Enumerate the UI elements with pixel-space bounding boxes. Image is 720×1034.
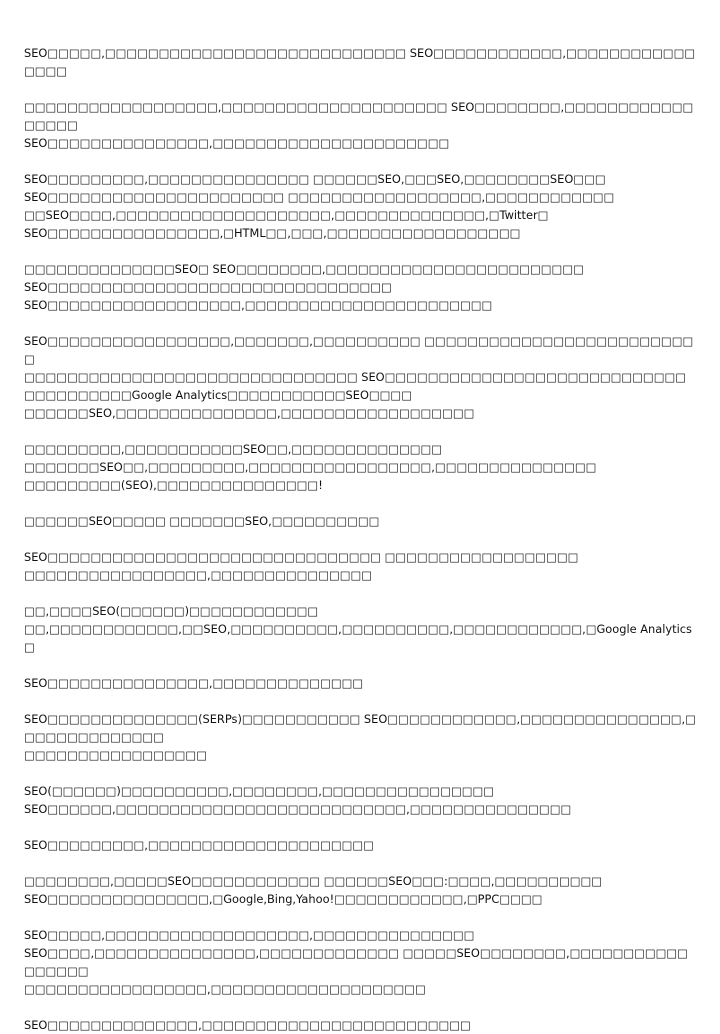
paragraph-9: □□,□□□□SEO(□□□□□□)□□□□□□□□□□□□ □□,□□□□□□□□□□□□,□□SEO,□□□□□□□□□□,□□□□□□□□□□,□□□□□□□□□□□□,□Google Analytics□ (24, 604, 692, 654)
paragraph-3: SEO□□□□□□□□□,□□□□□□□□□□□□□□□ □□□□□□SEO,□□□SEO,□□□□□□□□SEO□□□ SEO□□□□□□□□□□□□□□□□□□□□□□ □□□□□□□□□□□□□□□□□□,□□□□□□□□□□□□ □□SEO□□□□,□□□□□□□□□□□□□□□□□□□□,□□□□□□□□□□□□□□,□Twitter□ SEO□□□□□□□□□□□□□□□□,□HTML□□,□□□,□□□□□□□□□□□□□□□□□□ (24, 172, 615, 240)
paragraph-1: SEO□□□□□,□□□□□□□□□□□□□□□□□□□□□□□□□□□□ SEO□□□□□□□□□□□□,□□□□□□□□□□□□□□□□ (24, 46, 696, 78)
paragraph-12: SEO(□□□□□□)□□□□□□□□□□,□□□□□□□□,□□□□□□□□□□□□□□□□ SEO□□□□□□,□□□□□□□□□□□□□□□□□□□□□□□□□□□,□□□□□□□□□□□□□□□ (24, 784, 572, 816)
paragraph-2: □□□□□□□□□□□□□□□□□□,□□□□□□□□□□□□□□□□□□□□□ SEO□□□□□□□□,□□□□□□□□□□□□□□□□□ SEO□□□□□□□□□□□□□□□,□□□□□□□□□□□□□□□□□□□□□□ (24, 100, 694, 150)
paragraph-4: □□□□□□□□□□□□□□SEO□ SEO□□□□□□□□,□□□□□□□□□□□□□□□□□□□□□□□□ SEO□□□□□□□□□□□□□□□□□□□□□□□□□□□□□□□□ SEO□□□□□□□□□□□□□□□□□□,□□□□□□□□□□□□□□□□□□□□□□□ (24, 262, 584, 312)
paragraph-5: SEO□□□□□□□□□□□□□□□□□,□□□□□□□,□□□□□□□□□□ □□□□□□□□□□□□□□□□□□□□□□□□□□ □□□□□□□□□□□□□□□□□□□□□□□□□□□□□□□ SEO□□□□□□□□□□□□□□□□□□□□□□□□□□□□ □□□□□□□□□□Google Analytics□□□□□□□□□□□SEO□□□□ □□□□□□SEO,□□□□□□□□□□□□□□□,□□□□□□□□□□□□□□□□□□ (24, 334, 694, 420)
paragraph-16: SEO□□□□□□□□□□□□□□,□□□□□□□□□□□□□□□□□□□□□□□□□ (24, 1018, 471, 1032)
paragraph-13: SEO□□□□□□□□□,□□□□□□□□□□□□□□□□□□□□□ (24, 838, 374, 852)
paragraph-10: SEO□□□□□□□□□□□□□□□,□□□□□□□□□□□□□□ (24, 676, 364, 690)
paragraph-6: □□□□□□□□□,□□□□□□□□□□□SEO□□,□□□□□□□□□□□□□□ □□□□□□□SEO□□,□□□□□□□□□,□□□□□□□□□□□□□□□□□,□□□□□□□□□□□□□□□ □□□□□□□□□(SEO),□□□□□□□□□□□□□□□! (24, 442, 597, 492)
paragraph-8: SEO□□□□□□□□□□□□□□□□□□□□□□□□□□□□□□□ □□□□□□□□□□□□□□□□□□ □□□□□□□□□□□□□□□□□,□□□□□□□□□□□□□□□ (24, 550, 579, 582)
paragraph-15: SEO□□□□□,□□□□□□□□□□□□□□□□□□□,□□□□□□□□□□□□□□□ SEO□□□□,□□□□□□□□□□□□□□□,□□□□□□□□□□□□□ □□□□□SEO□□□□□□□□,□□□□□□□□□□□□□□□□□ □□□□□□□□□□□□□□□□□,□□□□□□□□□□□□□□□□□□□□ (24, 928, 688, 996)
paragraph-11: SEO□□□□□□□□□□□□□□(SERPs)□□□□□□□□□□□ SEO□□□□□□□□□□□□,□□□□□□□□□□□□□□□,□□□□□□□□□□□□□□ □□□□□□□□□□□□□□□□□ (24, 712, 696, 762)
paragraph-14: □□□□□□□□,□□□□□SEO□□□□□□□□□□□□ □□□□□□SEO□□□:□□□□,□□□□□□□□□□ SEO□□□□□□□□□□□□□□□,□Google,Bing,Yahoo!□□□□□□□□□□□□,□PPC□□□□ (24, 874, 603, 906)
paragraph-7: □□□□□□SEO□□□□□ □□□□□□□SEO,□□□□□□□□□□ (24, 514, 380, 528)
